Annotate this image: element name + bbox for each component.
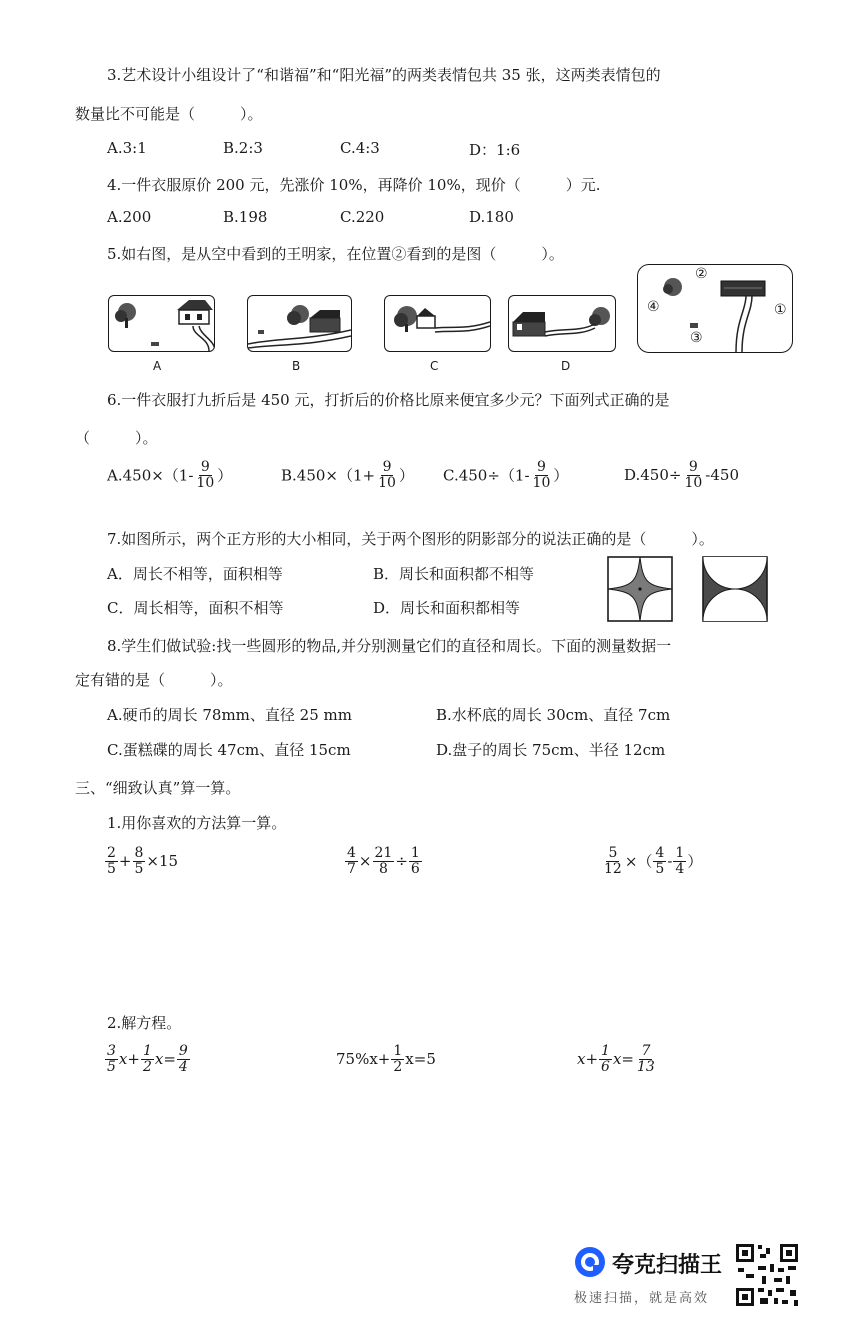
q6-option-d: D.450÷ $\frac{9}{10}$ -450: [624, 459, 739, 491]
q5-caption-d: D: [561, 359, 571, 373]
equation-2: 75%x+ $\frac{1}{2}$ x=5: [336, 1043, 436, 1075]
q5-picture-a: [108, 295, 215, 352]
section3-title: 三、“细致认真”算一算。: [75, 779, 241, 797]
q3-option-b: B.2:3: [223, 139, 263, 157]
q5-caption-a: A: [153, 359, 162, 373]
q5-picture-b: [247, 295, 352, 352]
map-mark-3: ③: [690, 330, 703, 346]
q3-line1: 3.艺术设计小组设计了“和谐福”和“阳光福”的两类表情包共 35 张，这两类表情包的: [107, 66, 661, 84]
map-mark-2: ②: [695, 266, 708, 282]
q6-line1: 6.一件衣服打九折后是 450 元，打折后的价格比原来便宜多少元？下面列式正确的是: [107, 391, 670, 409]
watermark-brand: 夸克扫描王: [612, 1253, 723, 1278]
q8-option-c: C.蛋糕碟的周长 47cm、直径 15cm: [107, 741, 351, 759]
q5-caption-b: B: [292, 359, 301, 373]
q7-text: 7.如图所示，两个正方形的大小相同，关于两个图形的阴影部分的说法正确的是（ ）。: [107, 530, 714, 548]
q5-caption-c: C: [430, 359, 439, 373]
q4-text: 4.一件衣服原价 200 元，先涨价 10%，再降价 10%，现价（ ）元.: [107, 176, 601, 194]
q7-option-d: D．周长和面积都相等: [373, 599, 521, 617]
q7-figure-left: [607, 556, 673, 622]
q6-option-b: B.450×（1+ $\frac{9}{10}$ ）: [281, 459, 414, 491]
q8-line2: 定有错的是（ ）。: [75, 671, 233, 689]
q8-line1: 8.学生们做试验:找一些圆形的物品,并分别测量它们的直径和周长。下面的测量数据一: [107, 637, 672, 655]
calc-expression-1: $\frac{2}{5}$ + $\frac{8}{5}$ ×15: [107, 845, 179, 877]
q5-aerial-map: [637, 264, 793, 353]
map-mark-1: ①: [774, 302, 787, 318]
q4-option-a: A.200: [107, 208, 152, 226]
q5-text: 5.如右图，是从空中看到的王明家，在位置②看到的是图（ ）。: [107, 245, 564, 263]
scanner-logo-icon: [574, 1246, 606, 1278]
q3-option-c: C.4:3: [340, 139, 380, 157]
section3-sub1: 1.用你喜欢的方法算一算。: [107, 814, 287, 832]
q5-picture-c: [384, 295, 491, 352]
q7-option-a: A．周长不相等，面积相等: [107, 565, 283, 583]
q5-picture-d: [508, 295, 616, 352]
q4-option-b: B.198: [223, 208, 268, 226]
q3-option-a: A.3:1: [107, 139, 147, 157]
q7-figure-right: [702, 556, 768, 622]
calc-expression-3: $\frac{5}{12}$ ×（ $\frac{4}{5}$ - $\frac{1}{4}$ ）: [604, 845, 703, 877]
q4-option-c: C.220: [340, 208, 385, 226]
q8-option-a: A.硬币的周长 78mm、直径 25 mm: [107, 706, 352, 724]
q6-option-c: C.450÷（1- $\frac{9}{10}$ ）: [443, 459, 569, 491]
section3-sub2: 2.解方程。: [107, 1014, 182, 1032]
q4-option-d: D.180: [469, 208, 514, 226]
equation-1: $\frac{3}{5}$ x+ $\frac{1}{2}$ x= $\frac{9}{4}$: [107, 1043, 188, 1075]
map-mark-4: ④: [647, 299, 660, 315]
calc-expression-2: $\frac{4}{7}$ × $\frac{21}{8}$ ÷ $\frac{1}{6}$: [347, 845, 420, 877]
q8-option-b: B.水杯底的周长 30cm、直径 7cm: [436, 706, 671, 724]
q7-option-b: B．周长和面积都不相等: [373, 565, 535, 583]
q7-option-c: C．周长相等，面积不相等: [107, 599, 284, 617]
qr-code-icon: [734, 1242, 800, 1308]
equation-3: x+ $\frac{1}{6}$ x= $\frac{7}{13}$: [577, 1043, 655, 1075]
q6-line2: （ ）。: [75, 429, 158, 447]
q6-option-a: A.450×（1- $\frac{9}{10}$ ）: [107, 459, 233, 491]
q3-option-d: D：1:6: [469, 141, 521, 159]
q3-line2: 数量比不可能是（ ）。: [75, 105, 263, 123]
watermark-slogan: 极速扫描，就是高效: [574, 1291, 710, 1306]
q8-option-d: D.盘子的周长 75cm、半径 12cm: [436, 741, 666, 759]
